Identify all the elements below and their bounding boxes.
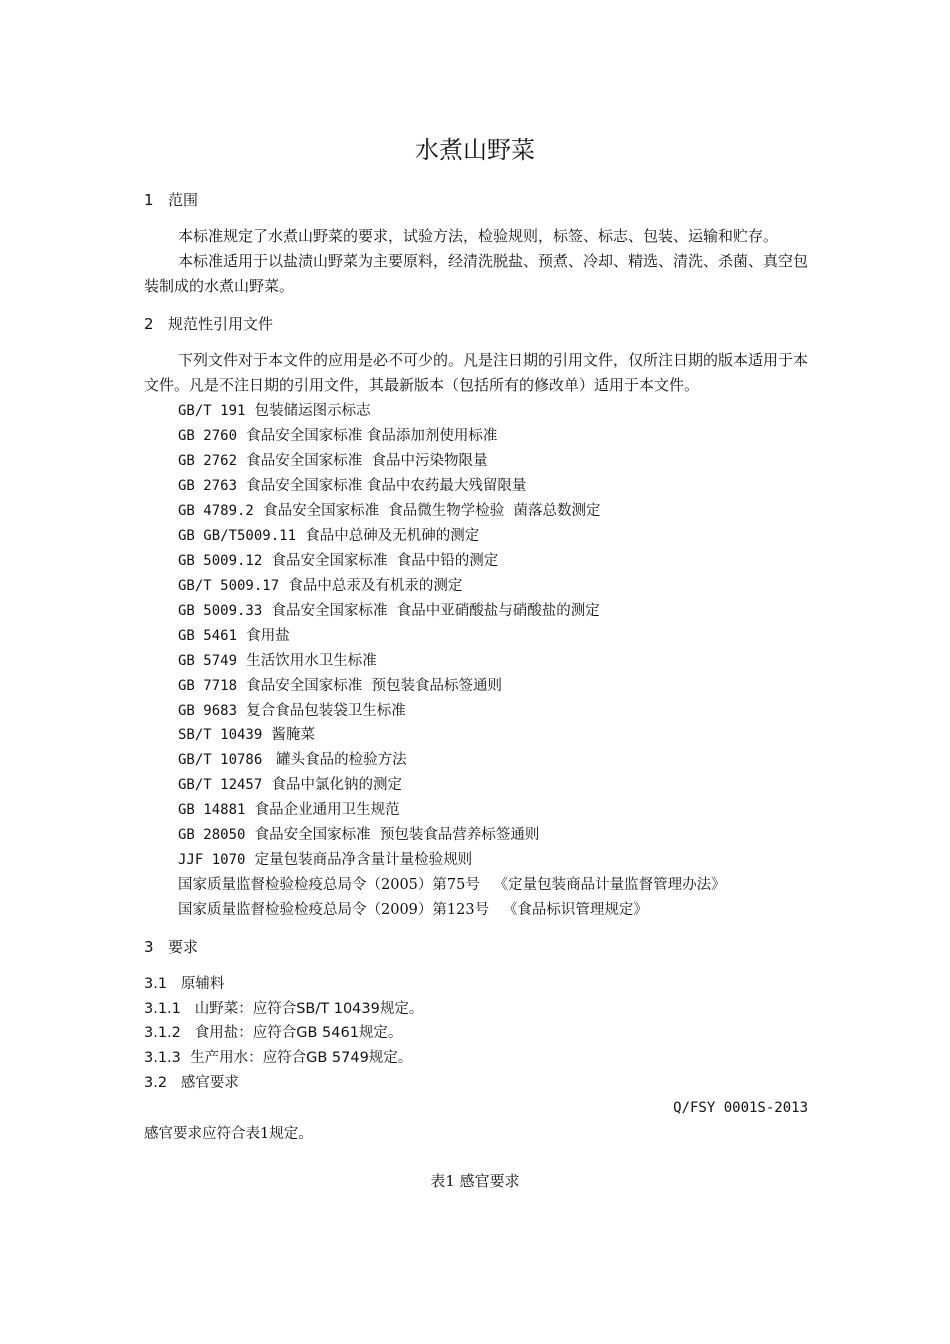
reference-title: 食品安全国家标准 食品添加剂使用标准 [246, 428, 498, 444]
reference-code: GB GB/T5009.11 [178, 528, 297, 544]
reference-item [178, 775, 402, 795]
document-title: 水煮山野菜 [415, 136, 535, 164]
reference-code: GB/T 5009.17 [178, 578, 280, 594]
reference-item [178, 451, 487, 471]
reference-code: GB/T 10786 [178, 752, 263, 768]
reference-title: 《定量包装商品计量监督管理办法》 [489, 877, 726, 893]
reference-item [178, 526, 479, 546]
reference-title: 食品中总汞及有机汞的测定 [288, 578, 463, 594]
section-heading-scope [144, 190, 198, 210]
reference-title: 食品安全国家标准 预包装食品标签通则 [246, 678, 502, 694]
reference-title: 食品安全国家标准 食品微生物学检验 菌落总数测定 [263, 503, 601, 519]
requirement-item: 3.1.3 生产用水：应符合GB 5749规定。 [144, 1050, 413, 1066]
reference-code: GB 7718 [178, 678, 238, 694]
reference-code: GB 5749 [178, 653, 238, 669]
reference-item [178, 800, 400, 820]
reference-title: 食品安全国家标准 预包装食品营养标签通则 [254, 827, 540, 843]
requirement-heading: 3.1 原辅料 [144, 976, 225, 992]
sensory-requirement-text: 感官要求应符合表1规定。 [144, 1126, 313, 1142]
reference-item [178, 850, 472, 870]
reference-code: GB 14881 [178, 802, 246, 818]
reference-code: GB 4789.2 [178, 503, 254, 519]
reference-code: 国家质量监督检验检疫总局令（2009）第123号 [178, 902, 490, 918]
section-title: 规范性引用文件 [168, 315, 274, 333]
reference-item [178, 501, 601, 521]
reference-code: GB 9683 [178, 703, 238, 719]
reference-item [178, 401, 371, 421]
reference-title: 复合食品包装袋卫生标准 [246, 703, 406, 719]
reference-code: GB 2760 [178, 428, 238, 444]
table-caption: 表1 感官要求 [430, 1172, 520, 1190]
reference-item [178, 750, 407, 770]
document-id: Q/FSY 0001S-2013 [673, 1100, 808, 1116]
requirement-item: 3.1.2 食用盐：应符合GB 5461规定。 [144, 1025, 403, 1041]
reference-code: GB 5009.12 [178, 553, 263, 569]
scope-paragraph: 本标准适用于以盐渍山野菜为主要原料，经清洗脱盐、预煮、冷却、精选、清洗、杀菌、真空包装制成的水煮山野菜。 [144, 252, 809, 295]
reference-title: 食品企业通用卫生规范 [254, 802, 400, 818]
reference-item [178, 426, 497, 446]
reference-title: 《食品标识管理规定》 [498, 902, 648, 918]
requirement-item: 3.1.1 山野菜：应符合SB/T 10439规定。 [144, 1001, 424, 1017]
section-heading-normative-references [144, 314, 273, 334]
reference-code: SB/T 10439 [178, 727, 263, 743]
reference-code: 国家质量监督检验检疫总局令（2005）第75号 [178, 877, 480, 893]
section-number: 3 [144, 938, 154, 956]
reference-title: 生活饮用水卫生标准 [246, 653, 377, 669]
section-title: 范围 [168, 191, 199, 209]
reference-title: 食品中氯化钠的测定 [271, 777, 403, 793]
reference-item [178, 626, 290, 646]
reference-item [178, 725, 315, 745]
reference-title: 食品安全国家标准 食品中农药最大残留限量 [246, 478, 527, 494]
reference-item [178, 900, 648, 920]
reference-code: GB 2763 [178, 478, 238, 494]
section-heading-requirements [144, 937, 198, 957]
reference-title: 定量包装商品净含量计量检验规则 [254, 852, 473, 868]
reference-title: 酱腌菜 [271, 727, 316, 743]
normative-intro-paragraph: 下列文件对于本文件的应用是必不可少的。凡是注日期的引用文件，仅所注日期的版本适用于本文件。凡是不注日期的引用文件，其最新版本（包括所有的修改单）适用于本文件。 [144, 351, 809, 394]
reference-code: JJF 1070 [178, 852, 246, 868]
section-title: 要求 [168, 938, 199, 956]
reference-item [178, 701, 406, 721]
reference-title: 罐头食品的检验方法 [271, 752, 407, 768]
reference-code: GB/T 12457 [178, 777, 263, 793]
reference-title: 食品安全国家标准 食品中污染物限量 [246, 453, 488, 469]
reference-title: 食品安全国家标准 食品中亚硝酸盐与硝酸盐的测定 [271, 603, 600, 619]
reference-item [178, 476, 526, 496]
reference-title: 食用盐 [246, 628, 290, 644]
scope-paragraph: 本标准规定了水煮山野菜的要求，试验方法，检验规则，标签、标志、包装、运输和贮存。 [178, 227, 779, 245]
section-number: 2 [144, 315, 154, 333]
reference-code: GB 5009.33 [178, 603, 263, 619]
requirement-heading: 3.2 感官要求 [144, 1075, 239, 1091]
reference-title: 食品中总砷及无机砷的测定 [305, 528, 480, 544]
reference-item [178, 576, 462, 596]
reference-item [178, 825, 539, 845]
reference-item [178, 601, 600, 621]
reference-code: GB 5461 [178, 628, 238, 644]
section-number: 1 [144, 191, 154, 209]
reference-item [178, 651, 377, 671]
reference-item [178, 551, 498, 571]
reference-code: GB 28050 [178, 827, 246, 843]
reference-item [178, 676, 502, 696]
reference-title: 食品安全国家标准 食品中铅的测定 [271, 553, 499, 569]
reference-title: 包装储运图示标志 [254, 403, 371, 419]
reference-item [178, 875, 726, 895]
reference-code: GB 2762 [178, 453, 238, 469]
reference-code: GB/T 191 [178, 403, 246, 419]
